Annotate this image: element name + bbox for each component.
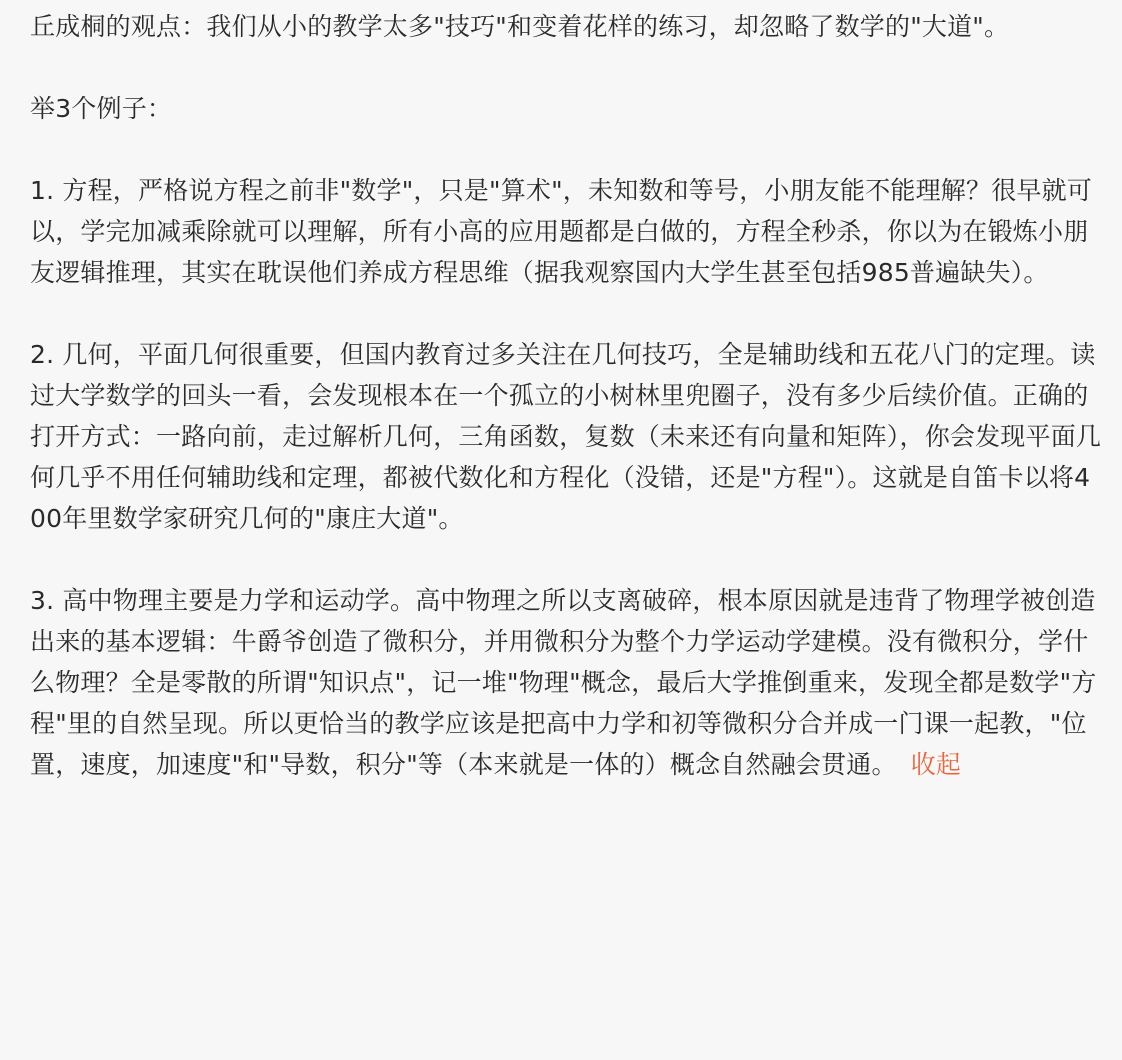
example-1-paragraph: 1. 方程，严格说方程之前非"数学"，只是"算术"，未知数和等号，小朋友能不能理解？很早就可以，学完加减乘除就可以理解，所有小高的应用题都是白做的，方程全秒杀，你以为在锻炼小朋友逻辑推理，其实在耽误他们养成方程思维（据我观察国内大学生甚至包括985普遍缺失）。 [30,176,1092,287]
paragraph-spacer [30,47,1102,88]
examples-heading: 举3个例子： [30,94,173,123]
example-2-paragraph: 2. 几何，平面几何很重要，但国内教育过多关注在几何技巧，全是辅助线和五花八门的定理。读过大学数学的回头一看，会发现根本在一个孤立的小树林里兜圈子，没有多少后续价值。正确的打开方式：一路向前，走过解析几何，三角函数，复数（未来还有向量和矩阵），你会发现平面几何几乎不用任何辅助线和定理，都被代数化和方程化（没错，还是"方程"）。这就是自笛卡以将400年里数学家研究几何的"康庄大道"。 [30,340,1102,533]
paragraph-spacer [30,293,1102,334]
paragraph-spacer [30,539,1102,580]
intro-paragraph: 丘成桐的观点：我们从小的教学太多"技巧"和变着花样的练习，却忽略了数学的"大道"。 [30,12,1010,41]
example-3-text: 3. 高中物理主要是力学和运动学。高中物理之所以支离破碎，根本原因就是违背了物理学被创造出来的基本逻辑：牛爵爷创造了微积分，并用微积分为整个力学运动学建模。没有微积分，学什么物理？全是零散的所谓"知识点"，记一堆"物理"概念，最后大学推倒重来，发现全都是数学"方程"里的自然呈现。所以更恰当的教学应该是把高中力学和初等微积分合并成一门课一起教，"位置，速度，加速度"和"导数，积分"等（本来就是一体的）概念自然融会贯通。 [30,586,1097,779]
collapse-link[interactable]: 收起 [910,750,962,779]
paragraph-spacer [30,129,1102,170]
example-3-paragraph [30,580,1102,785]
